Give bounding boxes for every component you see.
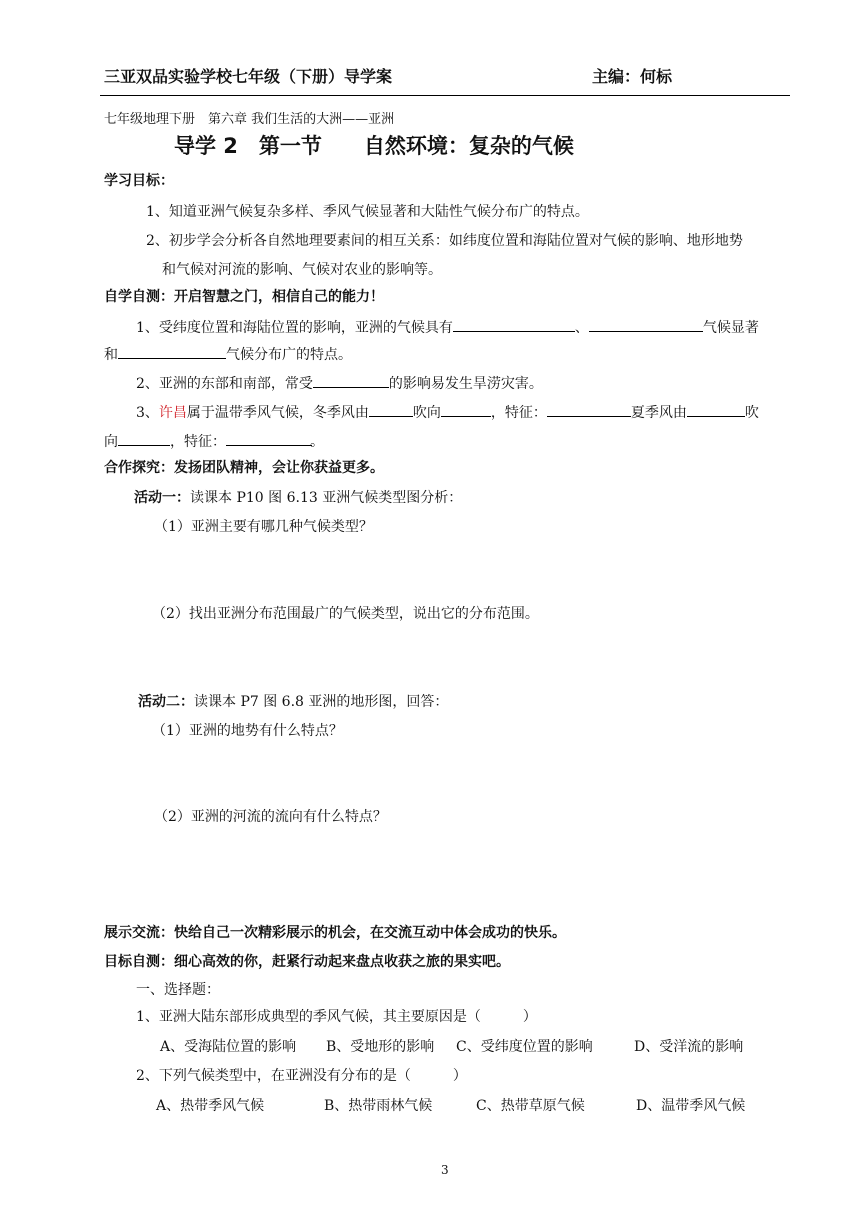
- q1-sep: 、: [574, 320, 589, 336]
- self-study-heading: 自学自测：开启智慧之门，相信自己的能力！: [104, 289, 384, 305]
- activity-1-q2: （2）找出亚洲分布范围最广的气候类型，说出它的分布范围。: [152, 606, 539, 622]
- objectives-heading: 学习目标：: [104, 173, 174, 189]
- q2-text-a: 2、亚洲的东部和南部，常受: [136, 376, 313, 392]
- q1-option-b: B、受地形的影响: [326, 1039, 435, 1055]
- q1-text-c: 和: [104, 347, 118, 363]
- editor-header: 主编：何标: [592, 67, 673, 86]
- q1-blank-3[interactable]: [118, 344, 226, 359]
- q1-text-d: 气候分布广的特点。: [226, 347, 352, 363]
- q3-text-b: 吹向: [412, 405, 441, 421]
- q1-blank-1[interactable]: [453, 317, 575, 332]
- activity-1-label: 活动一：: [134, 490, 190, 506]
- q2-option-a: A、热带季风气候: [156, 1098, 265, 1114]
- q3-blank-2[interactable]: [441, 402, 491, 417]
- q3-blank-4[interactable]: [687, 402, 745, 417]
- q3-blank-3[interactable]: [547, 402, 631, 417]
- activity-1: [134, 487, 462, 507]
- objective-1: 1、知道亚洲气候复杂多样、季风气候显著和大陆性气候分布广的特点。: [146, 204, 589, 220]
- activity-2: [138, 691, 448, 711]
- activity-1-q1: （1）亚洲主要有哪几种气候类型？: [154, 519, 373, 535]
- q3-text-e: 吹: [744, 405, 759, 421]
- goal-test-heading: 目标自测：细心高效的你，赶紧行动起来盘点收获之旅的果实吧。: [104, 954, 510, 970]
- activity-2-q1: （1）亚洲的地势有什么特点？: [152, 723, 343, 739]
- q1-option-a: A、受海陆位置的影响: [160, 1039, 297, 1055]
- objective-2-line-1: 2、初步学会分析各自然地理要素间的相互关系：如纬度位置和海陆位置对气候的影响、地形地势: [146, 233, 743, 249]
- q3-text-c: ，特征：: [490, 405, 547, 421]
- activity-2-label: 活动二：: [138, 694, 194, 710]
- q3-blank-1[interactable]: [369, 402, 413, 417]
- self-study-q1-line-1: [136, 317, 759, 337]
- q2-option-d: D、温带季风气候: [636, 1098, 746, 1114]
- q2-option-b: B、热带雨林气候: [324, 1098, 433, 1114]
- q2-option-c: C、热带草原气候: [476, 1098, 585, 1114]
- q3-text-a: 属于温带季风气候，冬季风由: [186, 405, 369, 421]
- header-rule: [100, 95, 790, 96]
- q3-text-d: 夏季风由: [630, 405, 687, 421]
- q1-option-c: C、受纬度位置的影响: [456, 1039, 593, 1055]
- choice-question-2: 2、下列气候类型中，在亚洲没有分布的是（ ）: [136, 1068, 467, 1084]
- q1-text-b: 气候显著: [702, 320, 759, 336]
- q3-text-f: 向: [104, 434, 118, 450]
- q3-end: 。: [310, 434, 324, 450]
- self-study-q3-line-1: [136, 402, 759, 422]
- q3-text-g: ，特征：: [170, 434, 226, 450]
- q2-text-b: 的影响易发生旱涝灾害。: [388, 376, 543, 392]
- self-study-q2: [136, 373, 543, 393]
- cooperation-heading: 合作探究：发扬团队精神，会让你获益更多。: [104, 460, 384, 476]
- q3-num: 3、: [136, 405, 159, 421]
- chapter-subtitle: 七年级地理下册 第六章 我们生活的大洲——亚洲: [104, 112, 395, 127]
- q3-place: 许昌: [158, 405, 187, 421]
- page-title: 导学 2 第一节 自然环境：复杂的气候: [174, 134, 574, 158]
- activity-2-text: 读课本 P7 图 6.8 亚洲的地形图，回答：: [194, 694, 449, 710]
- exchange-heading: 展示交流：快给自己一次精彩展示的机会，在交流互动中体会成功的快乐。: [104, 925, 566, 941]
- q3-blank-5[interactable]: [118, 431, 170, 446]
- activity-1-text: 读课本 P10 图 6.13 亚洲气候类型图分析：: [190, 490, 463, 506]
- q2-blank[interactable]: [313, 373, 389, 388]
- q1-option-d: D、受洋流的影响: [634, 1039, 744, 1055]
- page-number: 3: [441, 1163, 449, 1177]
- activity-2-q2: （2）亚洲的河流的流向有什么特点？: [154, 809, 387, 825]
- q3-blank-6[interactable]: [226, 431, 324, 450]
- choice-question-1: 1、亚洲大陆东部形成典型的季风气候，其主要原因是（ ）: [136, 1009, 537, 1025]
- choice-section-label: 一、选择题：: [136, 982, 220, 998]
- objective-2-line-2: 和气候对河流的影响、气候对农业的影响等。: [162, 262, 442, 278]
- q1-blank-2[interactable]: [589, 317, 703, 332]
- self-study-q1-line-2: [104, 344, 352, 364]
- school-header: 三亚双品实验学校七年级（下册）导学案: [104, 67, 393, 86]
- self-study-q3-line-2: [104, 431, 324, 451]
- q1-text-a: 1、受纬度位置和海陆位置的影响，亚洲的气候具有: [136, 320, 453, 336]
